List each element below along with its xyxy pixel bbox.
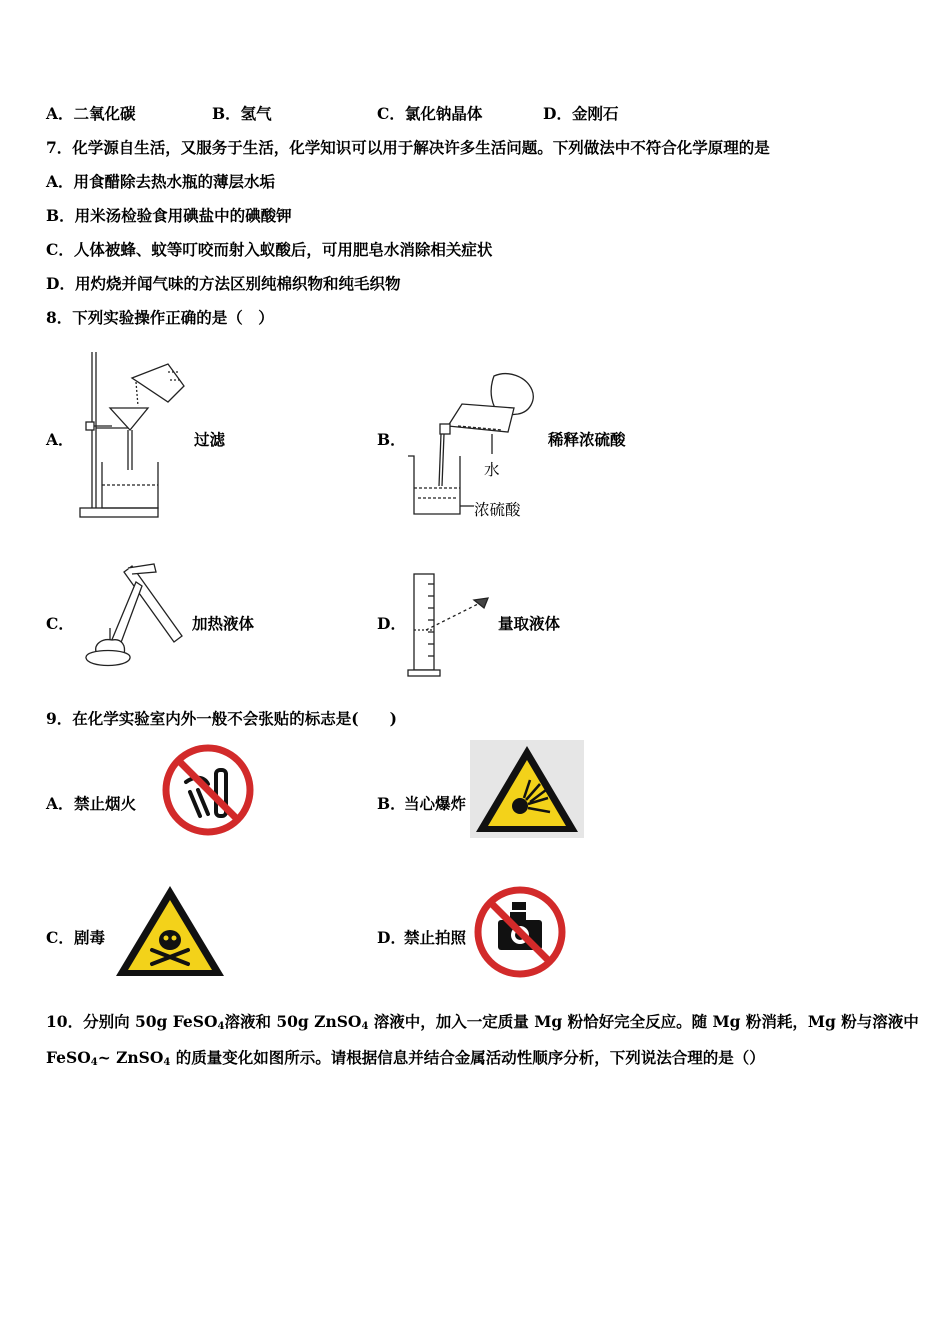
q10-line-2-part-b: ~ ZnSO: [97, 1048, 164, 1067]
q8-option-b-water-label: 水: [484, 461, 500, 479]
q7-option-a: A．用食醋除去热水瓶的薄层水垢: [46, 172, 276, 191]
q9-option-c-caption: 剧毒: [74, 928, 106, 947]
toxic-warning-sign-icon: [112, 882, 228, 980]
q9-option-d-caption: 禁止拍照: [404, 928, 467, 947]
q10-line-1-part-b: 溶液和 50g ZnSO: [224, 1012, 362, 1031]
q9-option-b-letter: B．: [377, 794, 406, 813]
q10-line-1-part-c: 溶液中，加入一定质量 Mg 粉恰好完全反应。随 Mg 粉消耗，Mg 粉与溶液中: [368, 1012, 919, 1031]
q10-subscript: 4: [163, 1057, 171, 1068]
q10-subscript: 4: [361, 1021, 369, 1032]
q9-option-c-letter: C．: [46, 928, 74, 947]
q7-option-c: C．人体被蜂、蚊等叮咬而射入蚁酸后，可用肥皂水消除相关症状: [46, 240, 493, 259]
no-photography-sign-icon: [472, 884, 568, 980]
q8-option-a-caption: 过滤: [194, 430, 226, 449]
q8-option-a-letter: A．: [46, 430, 74, 449]
q10-subscript: 4: [90, 1057, 98, 1068]
q10-line-1-part-a: 10．分别向 50g FeSO: [46, 1012, 218, 1031]
q8-option-b-caption: 稀释浓硫酸: [548, 430, 626, 449]
q8-option-c-letter: C．: [46, 614, 74, 633]
q6-option-b: B．氢气: [212, 104, 272, 123]
q8-option-b-acid-label: 浓硫酸: [474, 501, 521, 519]
no-smoking-fire-sign-icon: [160, 742, 256, 838]
q8-option-b-letter: B．: [377, 430, 406, 449]
q10-line-2: [46, 1046, 765, 1068]
q7-stem: 7．化学源自生活，又服务于生活，化学知识可以用于解决许多生活问题。下列做法中不符合化学原理的是: [46, 138, 770, 157]
q10-line-2-part-c: 的质量变化如图所示。请根据信息并结合金属活动性顺序分析，下列说法合理的是（）: [170, 1048, 765, 1067]
q10-subscript: 4: [217, 1021, 225, 1032]
graduated-cylinder-figure: [404, 570, 496, 678]
q10-line-2-part-a: FeSO: [46, 1048, 91, 1067]
q9-option-d-letter: D．: [377, 928, 406, 947]
q7-option-b: B．用米汤检验食用碘盐中的碘酸钾: [46, 206, 292, 225]
q9-stem: 9．在化学实验室内外一般不会张贴的标志是( ): [46, 709, 397, 728]
q10-line-1: [46, 1010, 919, 1032]
q9-option-a-caption: 禁止烟火: [74, 794, 137, 813]
q8-stem: 8．下列实验操作正确的是（ ）: [46, 308, 274, 327]
q6-option-c: C．氯化钠晶体: [377, 104, 483, 123]
explosion-warning-sign-icon: [470, 740, 584, 838]
heating-test-tube-figure: [76, 562, 188, 674]
q6-option-d: D．金刚石: [543, 104, 619, 123]
q8-option-c-caption: 加热液体: [192, 614, 255, 633]
q6-option-a: A．二氧化碳: [46, 104, 136, 123]
q9-option-b-caption: 当心爆炸: [404, 794, 467, 813]
filtration-apparatus-figure: [72, 350, 192, 522]
q8-option-d-caption: 量取液体: [498, 614, 561, 633]
q8-option-d-letter: D．: [377, 614, 406, 633]
q7-option-d: D．用灼烧并闻气味的方法区别纯棉织物和纯毛织物: [46, 274, 401, 293]
q9-option-a-letter: A．: [46, 794, 74, 813]
